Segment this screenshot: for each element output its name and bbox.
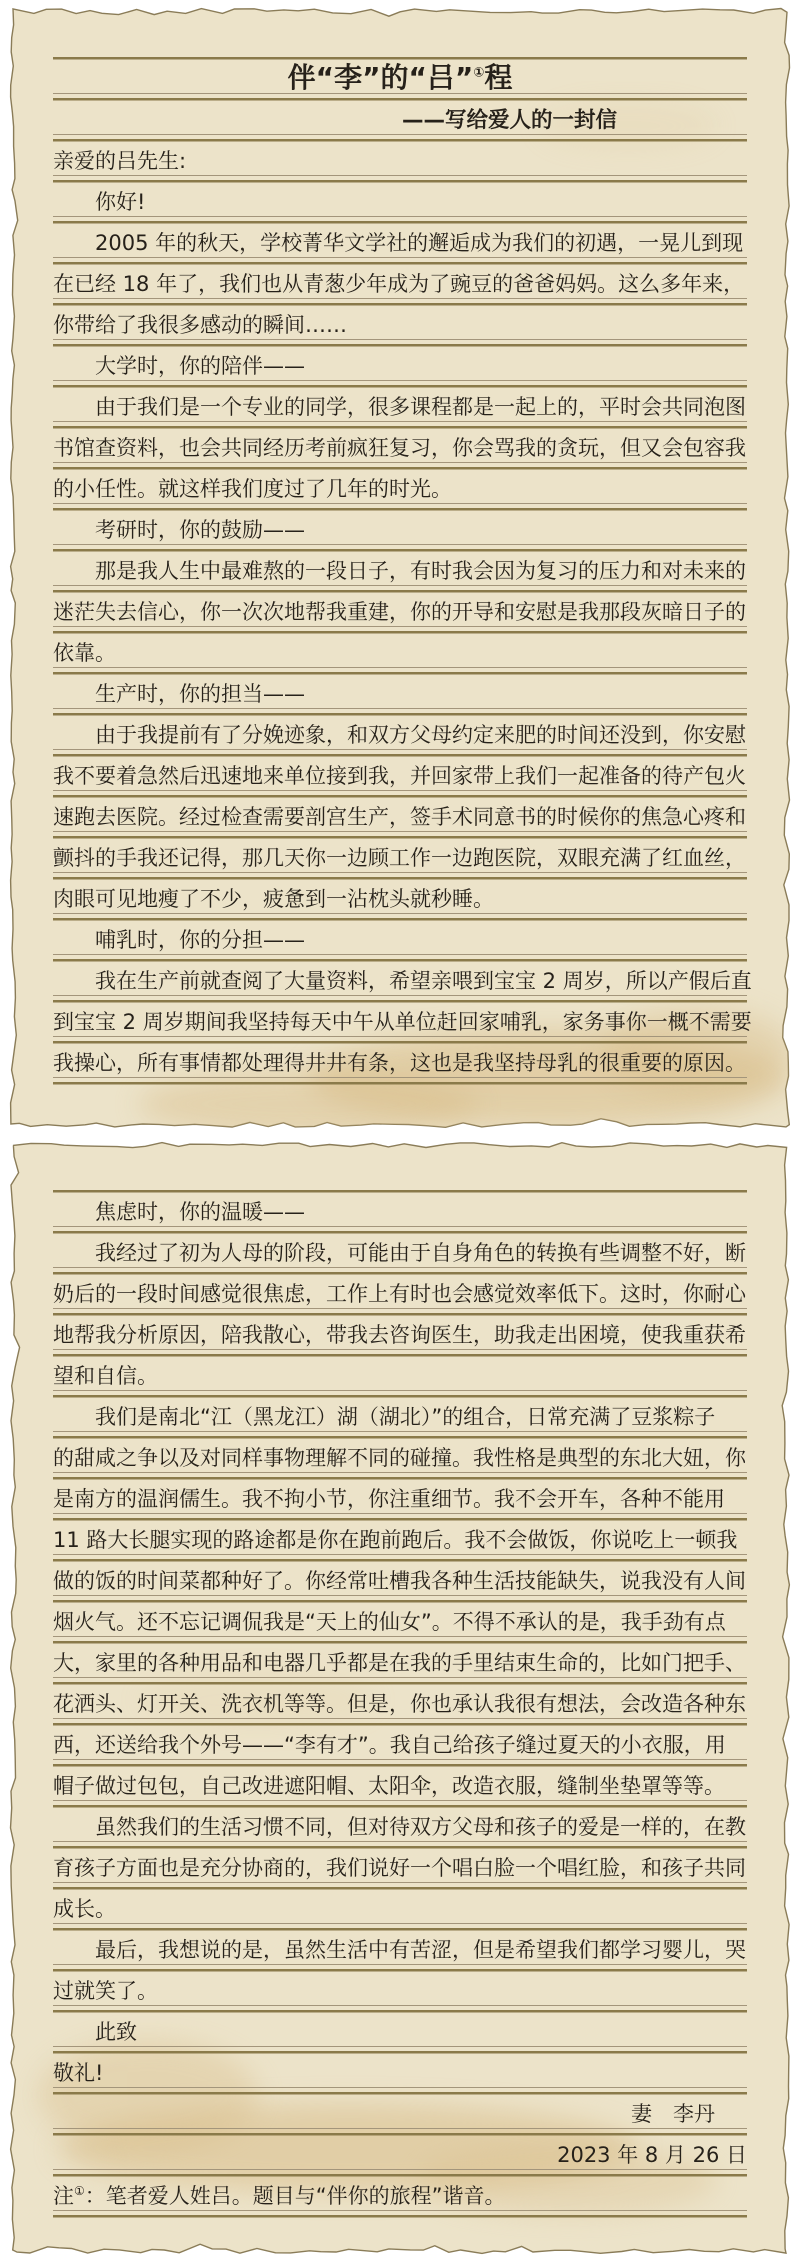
letter-line: 你好!: [95, 190, 146, 214]
letter-line: 成长。: [53, 1897, 116, 1921]
letter-line: 此致: [95, 2020, 137, 2044]
letter-date: 2023 年 8 月 26 日: [557, 2143, 747, 2167]
letter-line: 奶后的一段时间感觉很焦虑，工作上有时也会感觉效率低下。这时，你耐心: [53, 1282, 746, 1306]
letter-page-1: [8, 6, 792, 1130]
letter-line: 肉眼可见地瘦了不少，疲惫到一沾枕头就秒睡。: [53, 887, 494, 911]
letter-line: 育孩子方面也是充分协商的，我们说好一个唱白脸一个唱红脸，和孩子共同: [53, 1856, 746, 1880]
letter-line: 大，家里的各种用品和电器几乎都是在我的手里结束生命的，比如门把手、: [53, 1651, 746, 1675]
letter-line: 在已经 18 年了，我们也从青葱少年成为了豌豆的爸爸妈妈。这么多年来，: [53, 272, 745, 296]
letter-line: 2005 年的秋天，学校菁华文学社的邂逅成为我们的初遇，一晃儿到现: [95, 231, 744, 255]
letter-line: 书馆查资料，也会共同经历考前疯狂复习，你会骂我的贪玩，但又会包容我: [53, 436, 746, 460]
letter-line: 我操心，所有事情都处理得井井有条，这也是我坚持母乳的很重要的原因。: [53, 1051, 746, 1075]
letter-line: 我们是南北“江（黑龙江）湖（湖北）”的组合，日常充满了豆浆粽子: [95, 1405, 716, 1429]
letter-line: 大学时，你的陪伴——: [95, 354, 305, 378]
footnote-marker: ①: [473, 65, 485, 81]
letter-line: 生产时，你的担当——: [95, 682, 305, 706]
footnote: [53, 2174, 747, 2215]
letter-line: 过就笑了。: [53, 1979, 158, 2003]
letter-line: 你带给了我很多感动的瞬间……: [53, 313, 347, 337]
text-segment: 注: [53, 2184, 74, 2208]
letter-line: 敬礼!: [53, 2061, 104, 2085]
text-segment: ：笔者爱人姓吕。题目与“伴你的旅程”谐音。: [84, 2184, 506, 2208]
letter-line: 花洒头、灯开关、洗衣机等等。但是，你也承认我很有想法，会改造各种东: [53, 1692, 746, 1716]
letter-line: 最后，我想说的是，虽然生活中有苦涩，但是希望我们都学习婴儿，哭: [95, 1938, 746, 1962]
letter-line: 是南方的温润儒生。我不拘小节，你注重细节。我不会开车，各种不能用: [53, 1487, 725, 1511]
letter-line: 西，还送给我个外号——“李有才”。我自己给孩子缝过夏天的小衣服，用: [53, 1733, 726, 1757]
letter-line: 我不要着急然后迅速地来单位接到我，并回家带上我们一起准备的待产包火: [53, 764, 746, 788]
letter-line: 焦虑时，你的温暖——: [95, 1200, 305, 1224]
letter-line: 烟火气。还不忘记调侃我是“天上的仙女”。不得不承认的是，我手劲有点: [53, 1610, 726, 1634]
ruled-writing-area: [53, 57, 752, 1085]
letter-line: 帽子做过包包，自己改进遮阳帽、太阳伞，改造衣服，缝制坐垫罩等等。: [53, 1774, 725, 1798]
letter-line: 由于我们是一个专业的同学，很多课程都是一起上的，平时会共同泡图: [95, 395, 746, 419]
footnote-marker: ①: [74, 2184, 85, 2198]
letter-line: 依靠。: [53, 641, 116, 665]
letter-line: 地帮我分析原因，陪我散心，带我去咨询医生，助我走出困境，使我重获希: [53, 1323, 746, 1347]
letter-line: 哺乳时，你的分担——: [95, 928, 305, 952]
letter-line: 考研时，你的鼓励——: [95, 518, 305, 542]
letter-line: 11 路大长腿实现的路途都是你在跑前跑后。我不会做饭，你说吃上一顿我: [53, 1528, 738, 1552]
ruled-writing-area: [53, 1190, 747, 2218]
letter-title: [53, 57, 747, 98]
letter-line: 望和自信。: [53, 1364, 158, 1388]
letter-line: 做的饭的时间菜都种好了。你经常吐槽我各种生活技能缺失，说我没有人间: [53, 1569, 746, 1593]
letter-page-2: [8, 1140, 792, 2256]
letter-line: 速跑去医院。经过检查需要剖宫生产，签手术同意书的时候你的焦急心疼和: [53, 805, 746, 829]
text-segment: 程: [484, 61, 513, 94]
letter-line: 我经过了初为人母的阶段，可能由于自身角色的转换有些调整不好，断: [95, 1241, 746, 1265]
signature: 妻 李丹: [631, 2102, 715, 2126]
letter-line: 虽然我们的生活习惯不同，但对待双方父母和孩子的爱是一样的，在教: [95, 1815, 746, 1839]
letter-line: 由于我提前有了分娩迹象，和双方父母约定来肥的时间还没到，你安慰: [95, 723, 746, 747]
letter-line: 颤抖的手我还记得，那几天你一边顾工作一边跑医院，双眼充满了红血丝，: [53, 846, 746, 870]
letter-line: 迷茫失去信心，你一次次地帮我重建，你的开导和安慰是我那段灰暗日子的: [53, 600, 746, 624]
salutation: 亲爱的吕先生:: [53, 149, 187, 173]
text-segment: 伴“李”的“吕”: [287, 61, 474, 94]
letter-line: 我在生产前就查阅了大量资料，希望亲喂到宝宝 2 周岁，所以产假后直: [95, 969, 752, 993]
letter-line: 的甜咸之争以及对同样事物理解不同的碰撞。我性格是典型的东北大妞，你: [53, 1446, 746, 1470]
letter-line: 的小任性。就这样我们度过了几年的时光。: [53, 477, 452, 501]
letter-line: 到宝宝 2 周岁期间我坚持每天中午从单位赶回家哺乳，家务事你一概不需要: [53, 1010, 752, 1034]
letter-line: 那是我人生中最难熬的一段日子，有时我会因为复习的压力和对未来的: [95, 559, 746, 583]
letter-subtitle: ——写给爱人的一封信: [401, 108, 617, 133]
